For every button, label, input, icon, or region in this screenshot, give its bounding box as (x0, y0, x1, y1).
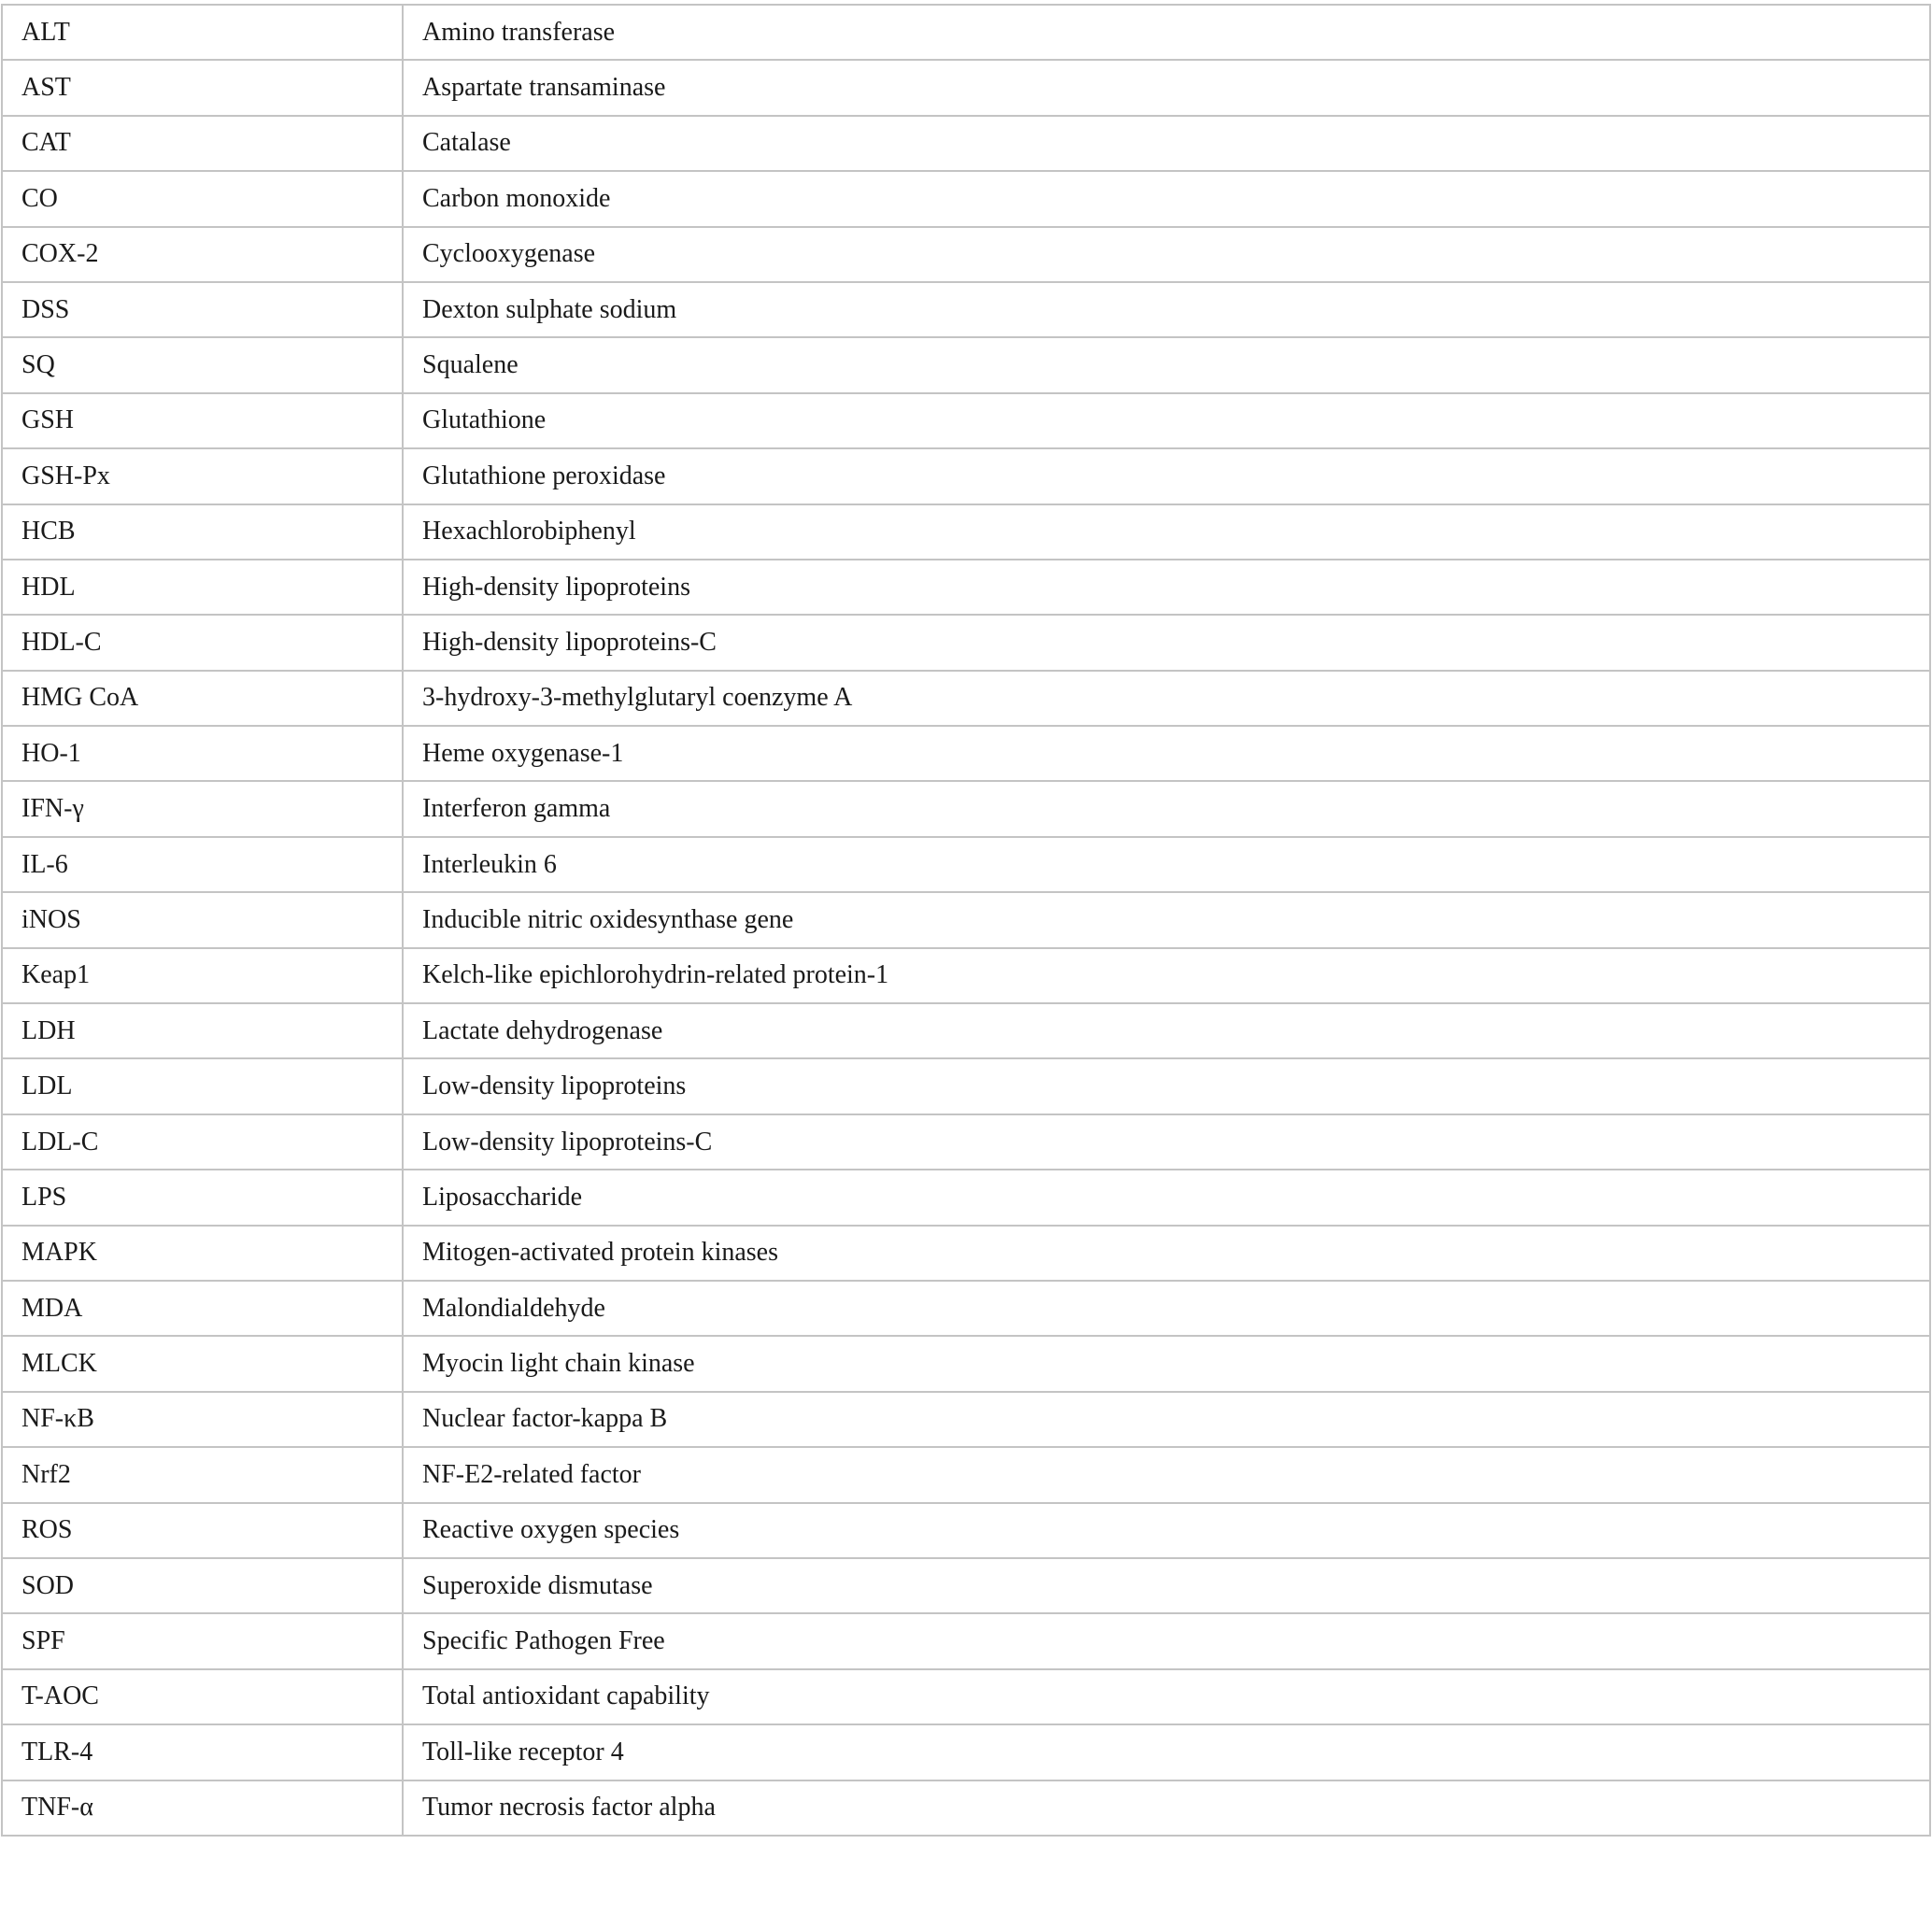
definition-cell: Specific Pathogen Free (403, 1613, 1930, 1668)
abbreviation-cell: HO-1 (2, 726, 403, 781)
abbreviation-cell: MAPK (2, 1226, 403, 1281)
table-row (2, 1114, 1930, 1170)
abbreviation-cell: COX-2 (2, 227, 403, 282)
table-row (2, 1613, 1930, 1668)
table-row (2, 1669, 1930, 1724)
abbreviation-cell: LDH (2, 1003, 403, 1058)
abbreviation-cell: LDL (2, 1058, 403, 1114)
abbreviation-cell: HDL-C (2, 615, 403, 670)
abbreviation-cell: IL-6 (2, 837, 403, 892)
definition-cell: Total antioxidant capability (403, 1669, 1930, 1724)
table-row (2, 282, 1930, 337)
table-row (2, 448, 1930, 504)
definition-cell: Inducible nitric oxidesynthase gene (403, 892, 1930, 947)
table-row (2, 171, 1930, 226)
abbreviation-cell: DSS (2, 282, 403, 337)
abbreviation-cell: TLR-4 (2, 1724, 403, 1780)
definition-cell: Toll-like receptor 4 (403, 1724, 1930, 1780)
table-row (2, 948, 1930, 1003)
table-row (2, 116, 1930, 171)
abbreviation-cell: TNF-α (2, 1780, 403, 1836)
definition-cell: Reactive oxygen species (403, 1503, 1930, 1558)
definition-cell: Malondialdehyde (403, 1281, 1930, 1336)
definition-cell: Catalase (403, 116, 1930, 171)
table-row (2, 1226, 1930, 1281)
definition-cell: Low-density lipoproteins-C (403, 1114, 1930, 1170)
abbreviation-cell: SQ (2, 337, 403, 392)
definition-cell: NF-E2-related factor (403, 1447, 1930, 1502)
definition-cell: Squalene (403, 337, 1930, 392)
abbreviation-cell: MLCK (2, 1336, 403, 1391)
abbreviation-cell: HCB (2, 504, 403, 560)
definition-cell: Glutathione peroxidase (403, 448, 1930, 504)
definition-cell: Interferon gamma (403, 781, 1930, 836)
table-row (2, 671, 1930, 726)
abbreviation-cell: ALT (2, 5, 403, 60)
definition-cell: Aspartate transaminase (403, 60, 1930, 115)
abbreviation-cell: GSH-Px (2, 448, 403, 504)
abbreviations-table-body (2, 5, 1930, 1836)
table-row (2, 5, 1930, 60)
table-row (2, 60, 1930, 115)
table-row (2, 726, 1930, 781)
definition-cell: Dexton sulphate sodium (403, 282, 1930, 337)
abbreviation-cell: AST (2, 60, 403, 115)
abbreviation-cell: MDA (2, 1281, 403, 1336)
definition-cell: High-density lipoproteins (403, 560, 1930, 615)
abbreviation-cell: IFN-γ (2, 781, 403, 836)
definition-cell: Liposaccharide (403, 1170, 1930, 1225)
table-row (2, 1281, 1930, 1336)
abbreviation-cell: LDL-C (2, 1114, 403, 1170)
abbreviation-cell: CO (2, 171, 403, 226)
table-row (2, 1392, 1930, 1447)
table-row (2, 892, 1930, 947)
table-row (2, 1780, 1930, 1836)
abbreviation-cell: NF-κB (2, 1392, 403, 1447)
definition-cell: Heme oxygenase-1 (403, 726, 1930, 781)
table-row (2, 1003, 1930, 1058)
table-row (2, 1558, 1930, 1613)
abbreviation-cell: LPS (2, 1170, 403, 1225)
table-row (2, 781, 1930, 836)
definition-cell: Mitogen-activated protein kinases (403, 1226, 1930, 1281)
definition-cell: Amino transferase (403, 5, 1930, 60)
abbreviation-cell: iNOS (2, 892, 403, 947)
definition-cell: Cyclooxygenase (403, 227, 1930, 282)
definition-cell: Nuclear factor-kappa B (403, 1392, 1930, 1447)
definition-cell: Hexachlorobiphenyl (403, 504, 1930, 560)
definition-cell: Myocin light chain kinase (403, 1336, 1930, 1391)
abbreviation-cell: SPF (2, 1613, 403, 1668)
table-row (2, 560, 1930, 615)
definition-cell: Low-density lipoproteins (403, 1058, 1930, 1114)
abbreviation-cell: T-AOC (2, 1669, 403, 1724)
table-row (2, 227, 1930, 282)
table-row (2, 1447, 1930, 1502)
definition-cell: Tumor necrosis factor alpha (403, 1780, 1930, 1836)
abbreviation-cell: HDL (2, 560, 403, 615)
definition-cell: 3-hydroxy-3-methylglutaryl coenzyme A (403, 671, 1930, 726)
abbreviation-cell: GSH (2, 393, 403, 448)
definition-cell: Carbon monoxide (403, 171, 1930, 226)
table-row (2, 1336, 1930, 1391)
definition-cell: Lactate dehydrogenase (403, 1003, 1930, 1058)
definition-cell: Superoxide dismutase (403, 1558, 1930, 1613)
table-row (2, 393, 1930, 448)
table-row (2, 1724, 1930, 1780)
abbreviations-table (1, 4, 1931, 1837)
definition-cell: Kelch-like epichlorohydrin-related protein-1 (403, 948, 1930, 1003)
definition-cell: Glutathione (403, 393, 1930, 448)
abbreviation-cell: HMG CoA (2, 671, 403, 726)
table-row (2, 337, 1930, 392)
definition-cell: High-density lipoproteins-C (403, 615, 1930, 670)
abbreviation-cell: CAT (2, 116, 403, 171)
abbreviation-cell: Keap1 (2, 948, 403, 1003)
table-row (2, 837, 1930, 892)
table-row (2, 504, 1930, 560)
definition-cell: Interleukin 6 (403, 837, 1930, 892)
table-row (2, 1503, 1930, 1558)
abbreviation-cell: SOD (2, 1558, 403, 1613)
abbreviation-cell: Nrf2 (2, 1447, 403, 1502)
table-row (2, 1058, 1930, 1114)
abbreviation-cell: ROS (2, 1503, 403, 1558)
table-row (2, 1170, 1930, 1225)
table-row (2, 615, 1930, 670)
